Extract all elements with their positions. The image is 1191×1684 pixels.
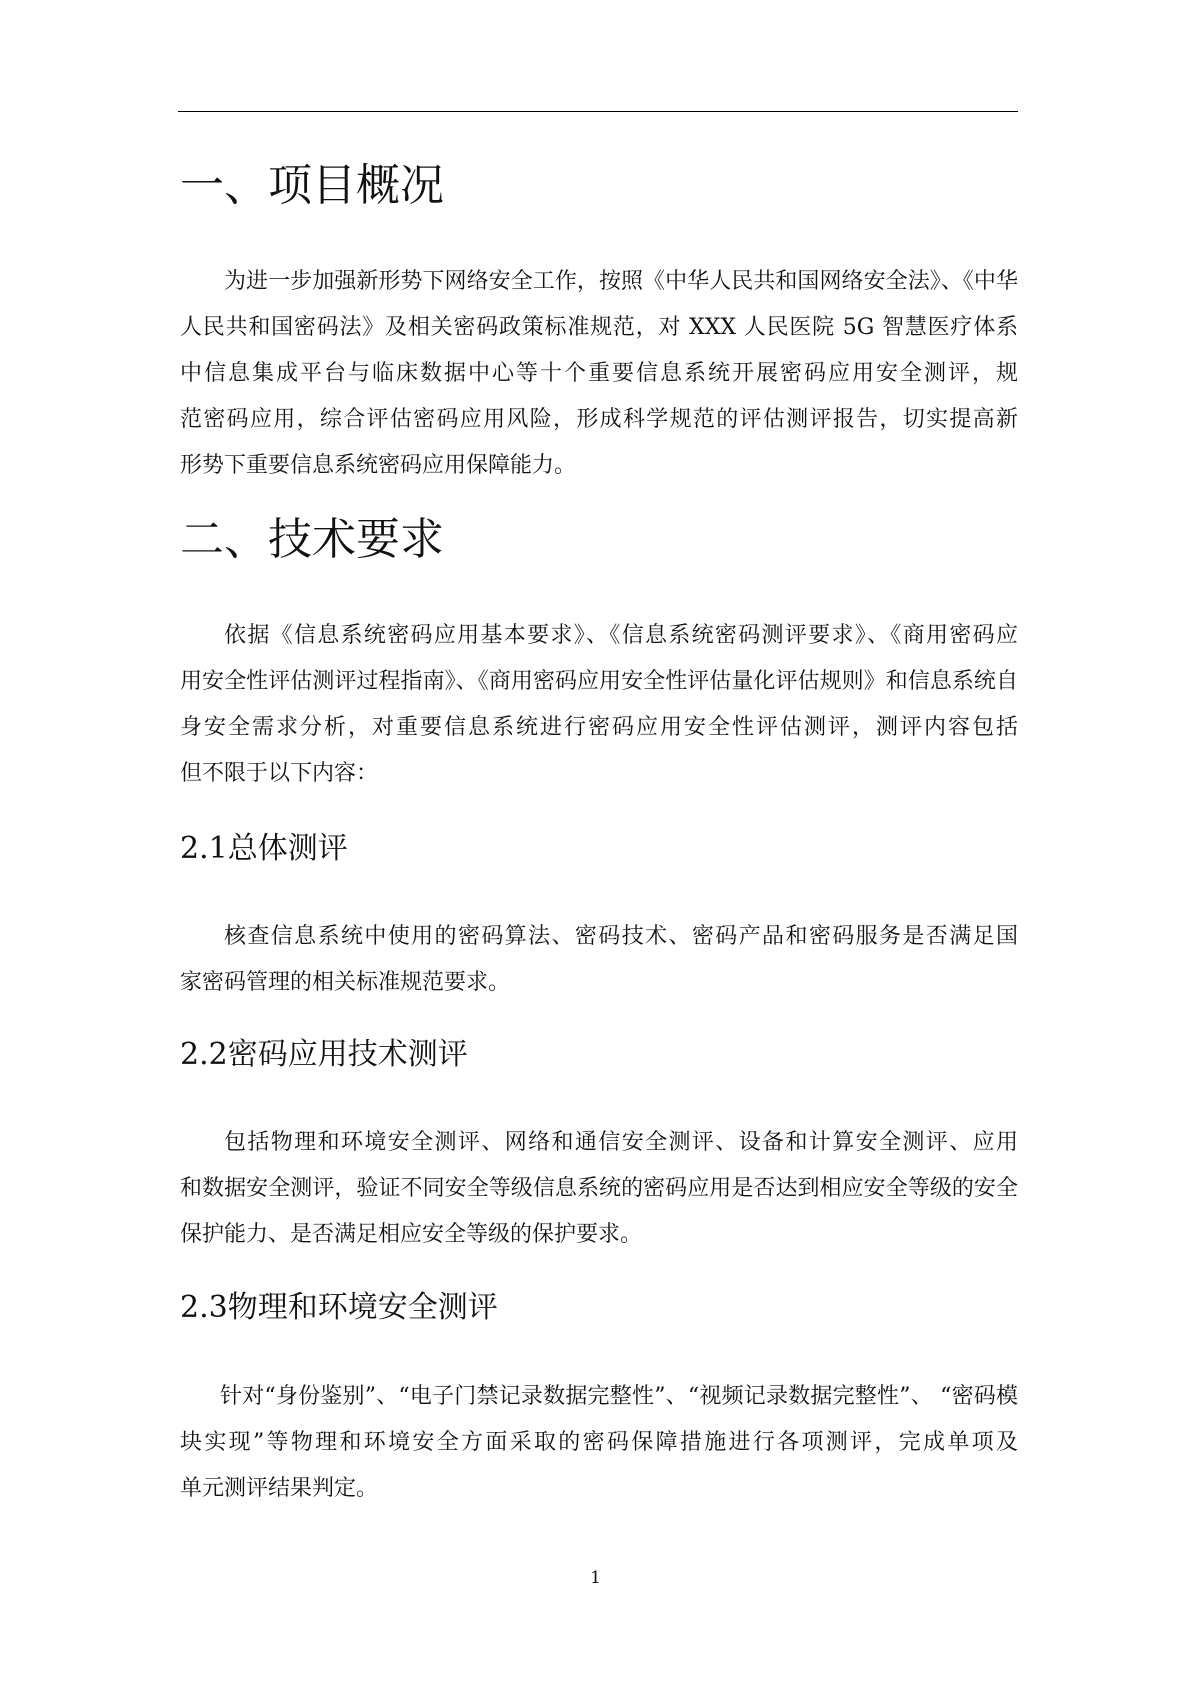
paragraph-project-overview [180,259,1018,489]
paragraph-technical-requirements [180,613,1018,797]
paragraph-line: 保护能力、是否满足相应安全等级的保护要求。 [180,1222,643,1247]
paragraph-line: 核查信息系统中使用的密码算法、密码技术、密码产品和密码服务是否满足国 [224,924,1018,949]
paragraph-line: 针对“身份鉴别”、“电子门禁记录数据完整性”、“视频记录数据完整性”、 “密码模 [220,1384,1018,1409]
page-number: 1 [590,1568,601,1588]
paragraph-overall-evaluation [180,914,1018,1006]
paragraph-line: 为进一步加强新形势下网络安全工作，按照《中华人民共和国网络安全法》、《中华 [224,269,1018,294]
paragraph-line: 但不限于以下内容： [180,761,379,786]
section-title-technical-requirements: 二、技术要求 [180,514,444,565]
subsection-title-physical-env-evaluation: 2.3物理和环境安全测评 [180,1290,498,1325]
paragraph-line: 中信息集成平台与临床数据中心等十个重要信息系统开展密码应用安全测评，规 [180,361,1018,386]
paragraph-line: 人民共和国密码法》及相关密码政策标准规范，对 XXX 人民医院 5G 智慧医疗体系 [180,315,1018,340]
paragraph-line: 形势下重要信息系统密码应用保障能力。 [180,453,577,478]
paragraph-line: 块实现”等物理和环境安全方面采取的密码保障措施进行各项测评，完成单项及 [180,1430,1018,1455]
paragraph-physical-env-evaluation [180,1374,1018,1512]
header-rule [178,111,1018,112]
paragraph-line: 包括物理和环境安全测评、网络和通信安全测评、设备和计算安全测评、应用 [224,1130,1018,1155]
paragraph-line: 和数据安全测评，验证不同安全等级信息系统的密码应用是否达到相应安全等级的安全 [180,1176,1018,1201]
paragraph-line: 家密码管理的相关标准规范要求。 [180,970,511,995]
subsection-title-crypto-tech-evaluation: 2.2密码应用技术测评 [180,1037,468,1072]
paragraph-line: 身安全需求分析，对重要信息系统进行密码应用安全性评估测评，测评内容包括 [180,715,1018,740]
subsection-title-overall-evaluation: 2.1总体测评 [180,831,348,866]
paragraph-crypto-tech-evaluation [180,1120,1018,1258]
paragraph-line: 范密码应用，综合评估密码应用风险，形成科学规范的评估测评报告，切实提高新 [180,407,1018,432]
paragraph-line: 依据《信息系统密码应用基本要求》、《信息系统密码测评要求》、《商用密码应 [224,623,1018,648]
paragraph-line: 用安全性评估测评过程指南》、《商用密码应用安全性评估量化评估规则》和信息系统自 [180,669,1018,694]
section-title-project-overview: 一、项目概况 [180,160,444,211]
paragraph-line: 单元测评结果判定。 [180,1476,379,1501]
